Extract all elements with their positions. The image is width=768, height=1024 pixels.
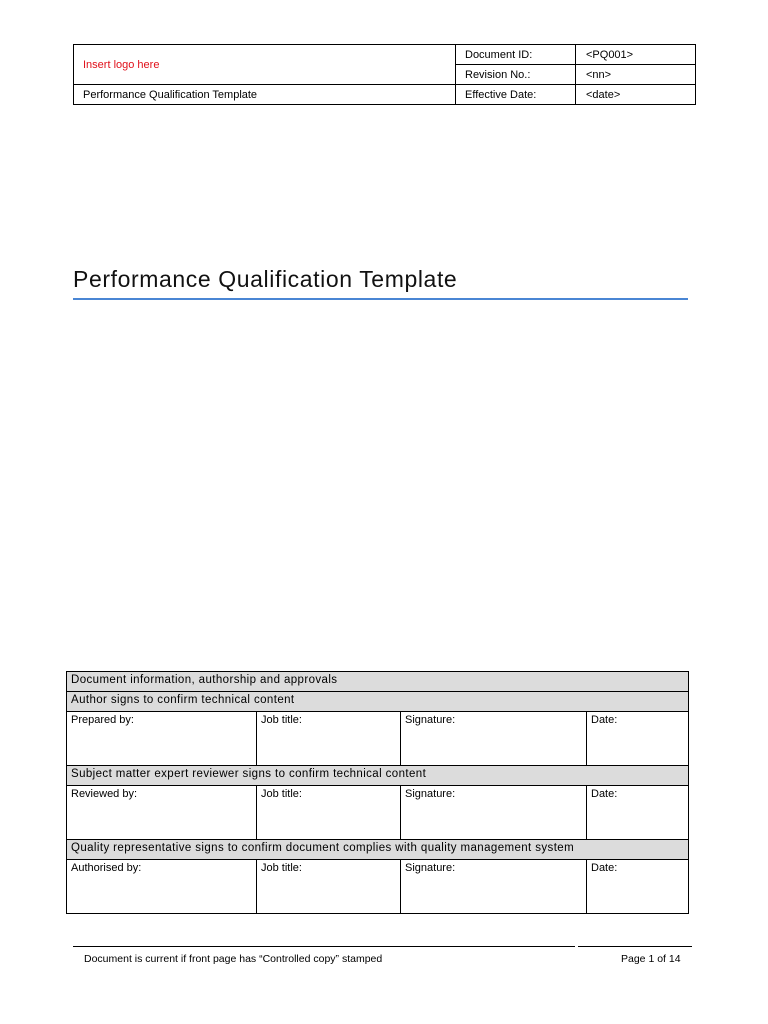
date-cell: Date: xyxy=(587,786,689,840)
signature-cell: Signature: xyxy=(401,860,587,914)
job-title-cell: Job title: xyxy=(257,860,401,914)
approvals-table xyxy=(66,671,689,914)
job-title-cell: Job title: xyxy=(257,786,401,840)
document-id-value: <PQ001> xyxy=(576,45,696,65)
authorised-by-cell: Authorised by: xyxy=(67,860,257,914)
footer-note: Document is current if front page has “Controlled copy” stamped xyxy=(84,953,383,965)
document-id-label: Document ID: xyxy=(456,45,576,65)
footer-divider-left xyxy=(73,946,575,947)
effective-date-label: Effective Date: xyxy=(456,85,576,105)
author-signature-row xyxy=(67,712,689,766)
logo-placeholder: Insert logo here xyxy=(74,45,456,85)
revision-value: <nn> xyxy=(576,65,696,85)
revision-label: Revision No.: xyxy=(456,65,576,85)
approvals-heading: Document information, authorship and approvals xyxy=(67,672,689,692)
effective-date-value: <date> xyxy=(576,85,696,105)
date-cell: Date: xyxy=(587,712,689,766)
prepared-by-cell: Prepared by: xyxy=(67,712,257,766)
signature-cell: Signature: xyxy=(401,712,587,766)
reviewer-signature-row xyxy=(67,786,689,840)
page-title: Performance Qualification Template xyxy=(73,266,458,292)
quality-band: Quality representative signs to confirm document complies with quality management system xyxy=(67,840,689,860)
reviewer-band: Subject matter expert reviewer signs to confirm technical content xyxy=(67,766,689,786)
reviewed-by-cell: Reviewed by: xyxy=(67,786,257,840)
quality-signature-row xyxy=(67,860,689,914)
date-cell: Date: xyxy=(587,860,689,914)
author-band: Author signs to confirm technical content xyxy=(67,692,689,712)
footer-divider-right xyxy=(578,946,692,947)
job-title-cell: Job title: xyxy=(257,712,401,766)
signature-cell: Signature: xyxy=(401,786,587,840)
title-underline xyxy=(73,298,688,300)
page-number: Page 1 of 14 xyxy=(621,953,681,965)
document-header-table xyxy=(73,44,696,105)
header-document-title: Performance Qualification Template xyxy=(74,85,456,105)
